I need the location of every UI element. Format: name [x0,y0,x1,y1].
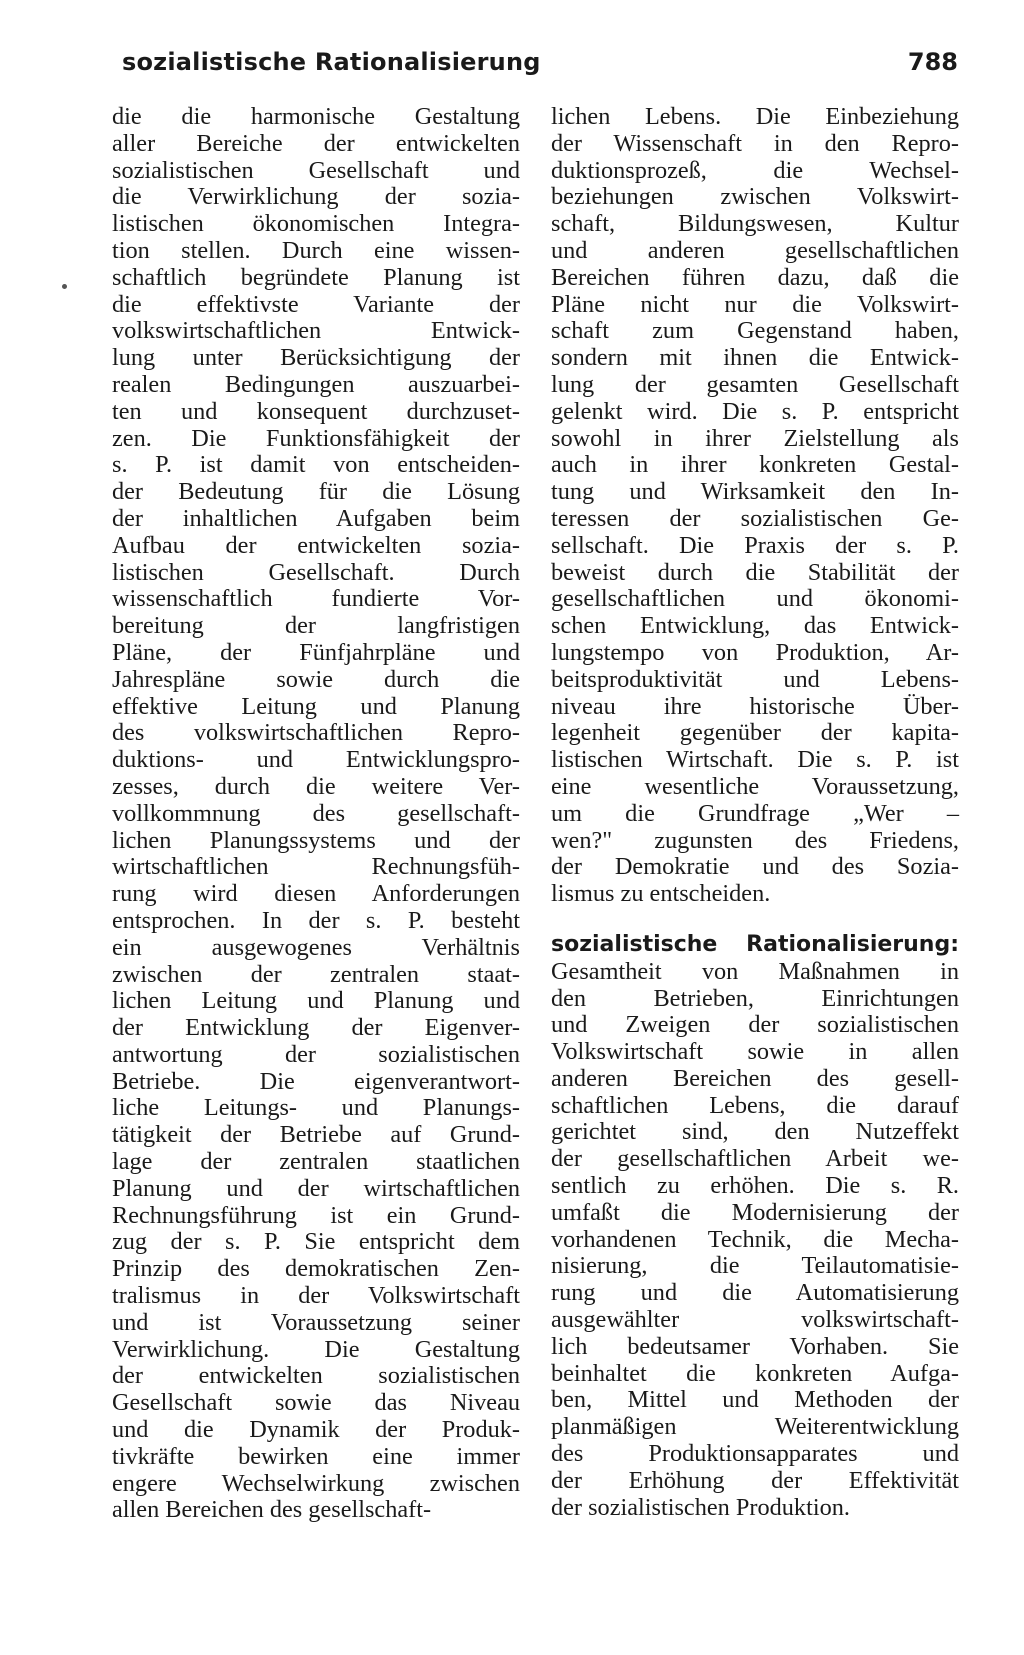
text-line: tivkräfte bewirken eine immer [112,1442,520,1470]
text-line: realen Bedingungen auszuarbei- [112,370,520,398]
text-line: der Demokratie und des Sozia- [551,853,959,881]
text-line: des volkswirtschaftlichen Repro- [112,719,520,747]
text-line: lage der zentralen staatlichen [112,1148,520,1176]
text-line: der gesellschaftlichen Arbeit we- [551,1145,959,1173]
text-line: volkswirtschaftlichen Entwick- [112,317,520,345]
text-line: schaftlich begründete Planung ist [112,263,520,291]
text-line: der Bedeutung für die Lösung [112,478,520,506]
text-line: rung und die Automatisierung [551,1279,959,1307]
entry-gap [551,908,959,932]
text-line: lichen Leitung und Planung und [112,987,520,1015]
text-line: lichen Lebens. Die Einbeziehung [551,103,959,130]
text-line: niveau ihre historische Über- [551,692,959,720]
text-line: der Wissenschaft in den Repro- [551,129,959,157]
text-line: Prinzip des demokratischen Zen- [112,1255,520,1283]
text-line: lismus zu entscheiden. [551,880,771,908]
text-line: zesses, durch die weitere Ver- [112,772,520,800]
text-line: um die Grundfrage „Wer – [551,799,959,827]
text-line: schen Entwicklung, das Entwick- [551,612,959,640]
entry-headword-part1: sozialistische [551,931,718,957]
text-line: beziehungen zwischen Volkswirt- [551,183,959,211]
text-line: tion stellen. Durch eine wissen- [112,236,520,264]
text-line: gelenkt wird. Die s. P. entspricht [551,397,959,425]
text-line: zug der s. P. Sie entspricht dem [112,1228,520,1256]
text-line: auch in ihrer konkreten Gestal- [551,451,959,479]
text-line: der sozialistischen Produktion. [551,1493,850,1521]
text-line: lung unter Berücksichtigung der [112,344,520,372]
text-line: teressen der sozialistischen Ge- [551,504,959,532]
text-line: vollkommnung des gesellschaft- [112,799,520,827]
text-line: Betriebe. Die eigenverantwort- [112,1067,520,1095]
text-line: beinhaltet die konkreten Aufga- [551,1359,959,1387]
text-line: aller Bereiche der entwickelten [112,129,520,157]
text-line: Gesellschaft sowie das Niveau [112,1389,520,1417]
right-column [551,104,959,1521]
text-line: liche Leitungs- und Planungs- [112,1094,520,1122]
entry-headword-part2: Rationalisierung: [746,931,959,957]
text-line: wissenschaftlich fundierte Vor- [112,585,520,613]
text-line: duktionsprozeß, die Wechsel- [551,156,959,184]
text-line: schaftlichen Lebens, die darauf [551,1091,959,1119]
text-line: engere Wechselwirkung zwischen [112,1469,520,1497]
text-line: Pläne, der Fünfjahrpläne und [112,638,520,666]
text-line: ten und konsequent durchzuset- [112,397,520,425]
text-line: wirtschaftlichen Rechnungsfüh- [112,853,520,881]
text-line: der Erhöhung der Effektivität [551,1466,959,1494]
text-line: wen?" zugunsten des Friedens, [551,826,959,854]
text-line: anderen Bereichen des gesell- [551,1064,959,1092]
text-line: effektive Leitung und Planung [112,692,520,720]
text-line: Volkswirtschaft sowie in allen [551,1038,959,1066]
text-line: listischen Wirtschaft. Die s. P. ist [551,746,959,774]
text-line: Gesamtheit von Maßnahmen in [551,957,959,985]
text-line: der inhaltlichen Aufgaben beim [112,504,520,532]
text-line: des Produktionsapparates und [551,1440,959,1468]
text-line: Bereichen führen dazu, daß die [551,263,959,291]
text-line: lichen Planungssystems und der [112,826,520,854]
text-line: tralismus in der Volkswirtschaft [112,1282,520,1310]
text-line: legenheit gegenüber der kapita- [551,719,959,747]
text-line: listischen ökonomischen Integra- [112,210,520,238]
text-line: listischen Gesellschaft. Durch [112,558,520,586]
text-line: den Betrieben, Einrichtungen [551,984,959,1012]
margin-mark [62,284,67,289]
running-head: sozialistische Rationalisierung [122,48,541,76]
continuation-paragraph [551,104,959,908]
text-line: beweist durch die Stabilität der [551,558,959,586]
dictionary-entry [551,932,959,1522]
text-line: lich bedeutsamer Vorhaben. Sie [551,1332,959,1360]
text-line: beitsproduktivität und Lebens- [551,665,959,693]
text-line: vorhandenen Technik, die Mecha- [551,1225,959,1253]
text-line: Pläne nicht nur die Volkswirt- [551,290,959,318]
text-line: ausgewählter volkswirtschaft- [551,1306,959,1334]
text-line: und anderen gesellschaftlichen [551,236,959,264]
entry-definition [551,959,959,1522]
text-line: tung und Wirksamkeit den In- [551,478,959,506]
text-line: schaft zum Gegenstand haben, [551,317,959,345]
text-line: entsprochen. In der s. P. besteht [112,906,520,934]
text-line: die Verwirklichung der sozia- [112,183,520,211]
text-line: tätigkeit der Betriebe auf Grund- [112,1121,520,1149]
text-line: schaft, Bildungswesen, Kultur [551,210,959,238]
left-column [112,104,520,1524]
text-line: Verwirklichung. Die Gestaltung [112,1335,520,1363]
text-line: lung der gesamten Gesellschaft [551,370,959,398]
page-number: 788 [907,48,958,76]
text-line: die die harmonische Gestaltung [112,103,520,130]
text-line: allen Bereichen des gesellschaft- [112,1496,432,1524]
text-line: planmäßigen Weiterentwicklung [551,1413,959,1441]
text-line: gerichtet sind, den Nutzeffekt [551,1118,959,1146]
text-line: und ist Voraussetzung seiner [112,1308,520,1336]
text-line: antwortung der sozialistischen [112,1040,520,1068]
text-line: nisierung, die Teilautomatisie- [551,1252,959,1280]
text-line: rung wird diesen Anforderungen [112,880,520,908]
text-line: ben, Mittel und Methoden der [551,1386,959,1414]
text-line: der entwickelten sozialistischen [112,1362,520,1390]
text-line: gesellschaftlichen und ökonomi- [551,585,959,613]
text-line: sozialistischen Gesellschaft und [112,156,520,184]
text-line: die effektivste Variante der [112,290,520,318]
text-line: Planung und der wirtschaftlichen [112,1174,520,1202]
entry-lemma-line [551,932,959,959]
text-line: eine wesentliche Voraussetzung, [551,772,959,800]
text-line: Jahrespläne sowie durch die [112,665,520,693]
text-line: Rechnungsführung ist ein Grund- [112,1201,520,1229]
text-line: lungstempo von Produktion, Ar- [551,638,959,666]
text-line: ein ausgewogenes Verhältnis [112,933,520,961]
text-line: zwischen der zentralen staat- [112,960,520,988]
text-line: duktions- und Entwicklungspro- [112,746,520,774]
text-line: und Zweigen der sozialistischen [551,1011,959,1039]
text-line: sentlich zu erhöhen. Die s. R. [551,1172,959,1200]
text-line: sondern mit ihnen die Entwick- [551,344,959,372]
text-line: bereitung der langfristigen [112,612,520,640]
text-line: zen. Die Funktionsfähigkeit der [112,424,520,452]
text-line: der Entwicklung der Eigenver- [112,1014,520,1042]
page-header [0,48,1024,88]
text-line: umfaßt die Modernisierung der [551,1198,959,1226]
text-line: und die Dynamik der Produk- [112,1416,520,1444]
text-line: sowohl in ihrer Zielstellung als [551,424,959,452]
text-line: Aufbau der entwickelten sozia- [112,531,520,559]
text-line: sellschaft. Die Praxis der s. P. [551,531,959,559]
text-line: s. P. ist damit von entscheiden- [112,451,520,479]
